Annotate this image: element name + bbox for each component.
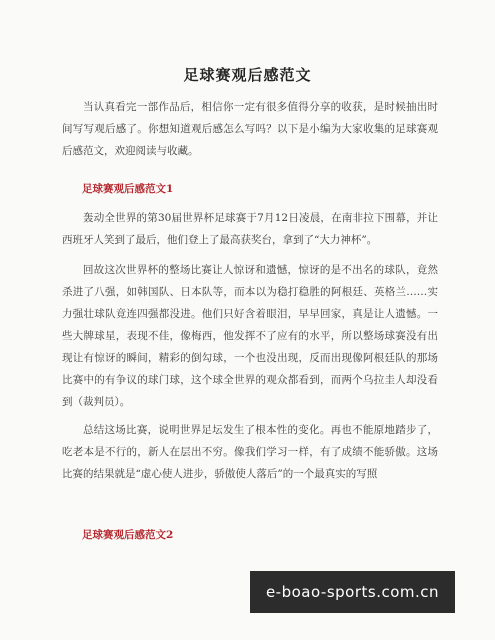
section-1-paragraph-1: 轰动全世界的第30届世界杯足球赛于7月12日凌晨，在南非拉下围幕，并让西班牙人笑到了最后，他们登上了最高获奖台，拿到了“大力神杯”。 xyxy=(62,212,438,246)
intro-paragraph: 当认真看完一部作品后，相信你一定有很多值得分享的收获，是时候抽出时间写写观后感了。你想知道观后感怎么写吗？以下是小编为大家收集的足球赛观后感范文，欢迎阅读与收藏。 xyxy=(62,101,438,157)
section-1-paragraph-2: 回故这次世界杯的整场比赛让人惊讶和遗憾，惊讶的是不出名的球队，竟然杀进了八强，如韩国队、日本队等，而本以为稳打稳胜的阿根廷、英格兰……实力强壮球队竟连四强都没进。他们只好含着眼泪，早早回家，真是让人遗憾。一些大牌球星，表现不佳，像梅西，他发挥不了应有的水平，所以整场球赛没有出现让有惊讶的瞬间，精彩的倒勾球，一个也没出现，反而出现像阿根廷队的那场比赛中的有争议的球门球，这个球全世界的观众都看到，而两个乌拉圭人却没看到（裁判员）。 xyxy=(62,264,438,408)
document-title: 足球赛观后感范文 xyxy=(183,66,312,84)
section-1-paragraph-3: 总结这场比赛，说明世界足坛发生了根本性的变化。再也不能原地踏步了，吃老本是不行的，新人在层出不穷。像我们学习一样，有了成绩不能骄傲。这场比赛的结果就是“虚心使人进步，骄傲使人落后”的一个最真实的写照 xyxy=(62,424,438,480)
watermark-badge: e-boao-sports.com.cn xyxy=(250,571,455,613)
section-heading-2: 足球赛观后感范文2 xyxy=(82,529,174,541)
section-heading-1: 足球赛观后感范文1 xyxy=(82,183,174,195)
